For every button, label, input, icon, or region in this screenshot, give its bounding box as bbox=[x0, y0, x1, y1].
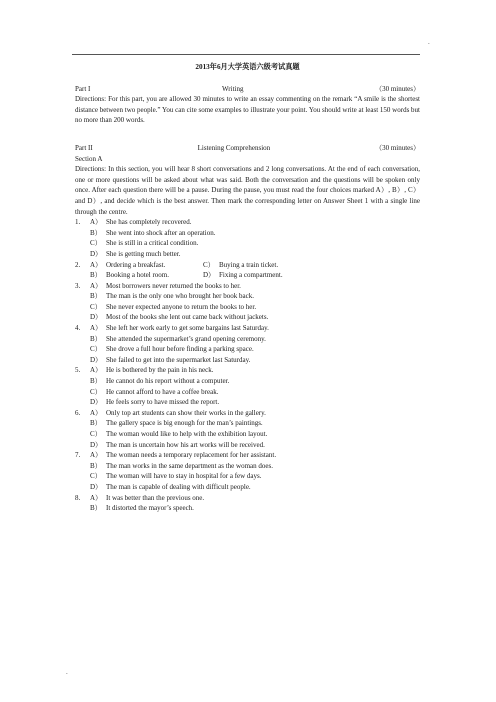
choice-text: He cannot afford to have a coffee break. bbox=[106, 387, 219, 396]
choice-letter: A） bbox=[90, 408, 103, 417]
choice-text: She failed to get into the supermarket last Saturday. bbox=[106, 355, 251, 364]
choice-letter: A） bbox=[90, 218, 103, 227]
question-6-d bbox=[75, 440, 420, 451]
choice-text: She left her work early to get some bargains last Saturday. bbox=[106, 324, 269, 333]
question-8-b bbox=[75, 503, 420, 514]
choice-letter: A） bbox=[90, 324, 103, 333]
choice-text: The woman will have to stay in hospital for a few days. bbox=[106, 472, 262, 481]
choice-letter: D） bbox=[203, 271, 216, 280]
choice-text: Fixing a compartment. bbox=[219, 271, 283, 280]
choice-text: He cannot do his report without a computer. bbox=[106, 377, 230, 386]
choice-letter: C） bbox=[203, 260, 215, 269]
choice-text: She went into shock after an operation. bbox=[106, 228, 216, 237]
question-6-c bbox=[75, 429, 420, 440]
question-5-d bbox=[75, 397, 420, 408]
choice-letter: A） bbox=[90, 281, 103, 290]
choice-letter: C） bbox=[90, 345, 102, 354]
choice-text: Booking a hotel room. bbox=[106, 271, 169, 280]
spacer bbox=[75, 126, 420, 143]
part1-name: Writing bbox=[221, 84, 244, 93]
choice-text: She drove a full hour before finding a parking space. bbox=[106, 345, 254, 354]
part1-directions: Directions: For this part, you are allowed 30 minutes to write an essay commenting on the remark “A smile is the shortest distance between two people.” You can cite some examples to illustrate your point. You should write at least 150 words but no more than 200 words. bbox=[75, 95, 420, 125]
part2-label: Part II bbox=[75, 143, 93, 152]
question-1-b bbox=[75, 228, 420, 239]
section-a-heading: Section A bbox=[75, 154, 103, 163]
choice-text: The woman would like to help with the exhibition layout. bbox=[106, 430, 268, 438]
question-2-bd bbox=[75, 270, 420, 281]
choice-letter: B） bbox=[90, 419, 102, 428]
choice-letter: B） bbox=[90, 292, 102, 301]
choice-letter: B） bbox=[90, 271, 102, 280]
choice-text: She is still in a critical condition. bbox=[106, 239, 199, 248]
question-3-c bbox=[75, 302, 420, 313]
question-8-a bbox=[75, 493, 420, 504]
part2-name: Listening Comprehension bbox=[197, 143, 271, 152]
choice-letter: A） bbox=[90, 366, 103, 375]
choice-text: The gallery space is big enough for the man’s paintings. bbox=[106, 419, 263, 428]
question-number: 5. bbox=[75, 366, 81, 375]
choice-text: Most borrowers never returned the books to her. bbox=[106, 281, 241, 290]
question-7-b bbox=[75, 461, 420, 472]
choice-letter: D） bbox=[90, 482, 103, 491]
question-number: 3. bbox=[75, 281, 81, 290]
choice-text: Most of the books she lent out came back without jackets. bbox=[106, 313, 269, 322]
choice-text: Ordering a breakfast. bbox=[106, 260, 166, 269]
footer-dot: . bbox=[66, 668, 68, 676]
choice-text: He feels sorry to have missed the report. bbox=[106, 398, 220, 407]
choice-letter: C） bbox=[90, 472, 102, 481]
choice-letter: A） bbox=[90, 260, 103, 269]
choice-text: Only top art students can show their works in the gallery. bbox=[106, 408, 266, 417]
question-5-a bbox=[75, 365, 420, 376]
question-1-d bbox=[75, 249, 420, 260]
question-4-a bbox=[75, 323, 420, 334]
question-number: 1. bbox=[75, 218, 81, 227]
part2-directions: Directions: In this section, you will hear 8 short conversations and 2 long conversations. At the end of each conversation, one or more questions will be asked about what was said. Both the conversation and the questions will be spoken only once. After each question there will be a pause. During the pause, you must read the four choices marked A）, B）, C） and D）, and decide which is the best answer. Then mark the corresponding letter on Answer Sheet 1 with a single line through the centre. bbox=[75, 165, 420, 216]
question-number: 2. bbox=[75, 260, 81, 269]
choice-letter: B） bbox=[90, 461, 102, 470]
question-6-b bbox=[75, 418, 420, 429]
choice-text: She never expected anyone to return the books to her. bbox=[106, 302, 257, 311]
question-5-b bbox=[75, 376, 420, 387]
document-body bbox=[75, 62, 420, 514]
question-4-d bbox=[75, 355, 420, 366]
question-1-c bbox=[75, 238, 420, 249]
choice-letter: B） bbox=[90, 504, 102, 513]
choice-text: The man works in the same department as the woman does. bbox=[106, 461, 273, 470]
header-dot: . bbox=[428, 38, 430, 46]
question-3-d bbox=[75, 312, 420, 323]
choice-text: Buying a train ticket. bbox=[219, 260, 279, 269]
choice-letter: D） bbox=[90, 313, 103, 322]
question-number: 8. bbox=[75, 493, 81, 502]
choice-text: The man is capable of dealing with difficult people. bbox=[106, 482, 251, 491]
question-4-b bbox=[75, 334, 420, 345]
choice-letter: C） bbox=[90, 302, 102, 311]
question-2-ac bbox=[75, 260, 420, 271]
choice-text: It distorted the mayor’s speech. bbox=[106, 504, 194, 513]
choice-text: The man is uncertain how his art works will be received. bbox=[106, 440, 265, 449]
question-3-b bbox=[75, 291, 420, 302]
choice-text: He is bothered by the pain in his neck. bbox=[106, 366, 214, 375]
header-rule bbox=[72, 54, 420, 55]
choice-text: The man is the only one who brought her book back. bbox=[106, 292, 254, 301]
choice-letter: C） bbox=[90, 239, 102, 248]
part1-label: Part I bbox=[75, 84, 91, 93]
choice-letter: B） bbox=[90, 377, 102, 386]
part2-heading bbox=[75, 143, 420, 154]
choice-letter: A） bbox=[90, 451, 103, 460]
question-1-a bbox=[75, 217, 420, 228]
question-number: 4. bbox=[75, 324, 81, 333]
question-number: 6. bbox=[75, 408, 81, 417]
question-number: 7. bbox=[75, 451, 81, 460]
part2-time: （30 minutes） bbox=[375, 143, 420, 152]
question-4-c bbox=[75, 344, 420, 355]
choice-letter: B） bbox=[90, 228, 102, 237]
question-5-c bbox=[75, 387, 420, 398]
choice-letter: D） bbox=[90, 440, 103, 449]
choice-letter: C） bbox=[90, 387, 102, 396]
question-3-a bbox=[75, 281, 420, 292]
question-6-a bbox=[75, 408, 420, 419]
question-7-d bbox=[75, 482, 420, 493]
choice-text: The woman needs a temporary replacement for her assistant. bbox=[106, 451, 277, 460]
choice-letter: D） bbox=[90, 355, 103, 364]
page-title: 2013年6月大学英语六级考试真题 bbox=[195, 63, 300, 71]
question-7-c bbox=[75, 471, 420, 482]
question-7-a bbox=[75, 450, 420, 461]
choice-letter: B） bbox=[90, 334, 102, 343]
choice-text: She has completely recovered. bbox=[106, 218, 192, 227]
choice-text: She attended the supermarket’s grand opening ceremony. bbox=[106, 334, 266, 343]
choice-letter: D） bbox=[90, 249, 103, 258]
part1-heading bbox=[75, 84, 420, 95]
choice-letter: C） bbox=[90, 430, 102, 438]
choice-letter: A） bbox=[90, 493, 103, 502]
part1-time: （30 minutes） bbox=[375, 84, 420, 93]
choice-letter: D） bbox=[90, 398, 103, 407]
choice-text: She is getting much better. bbox=[106, 249, 181, 258]
choice-text: It was better than the previous one. bbox=[106, 493, 205, 502]
